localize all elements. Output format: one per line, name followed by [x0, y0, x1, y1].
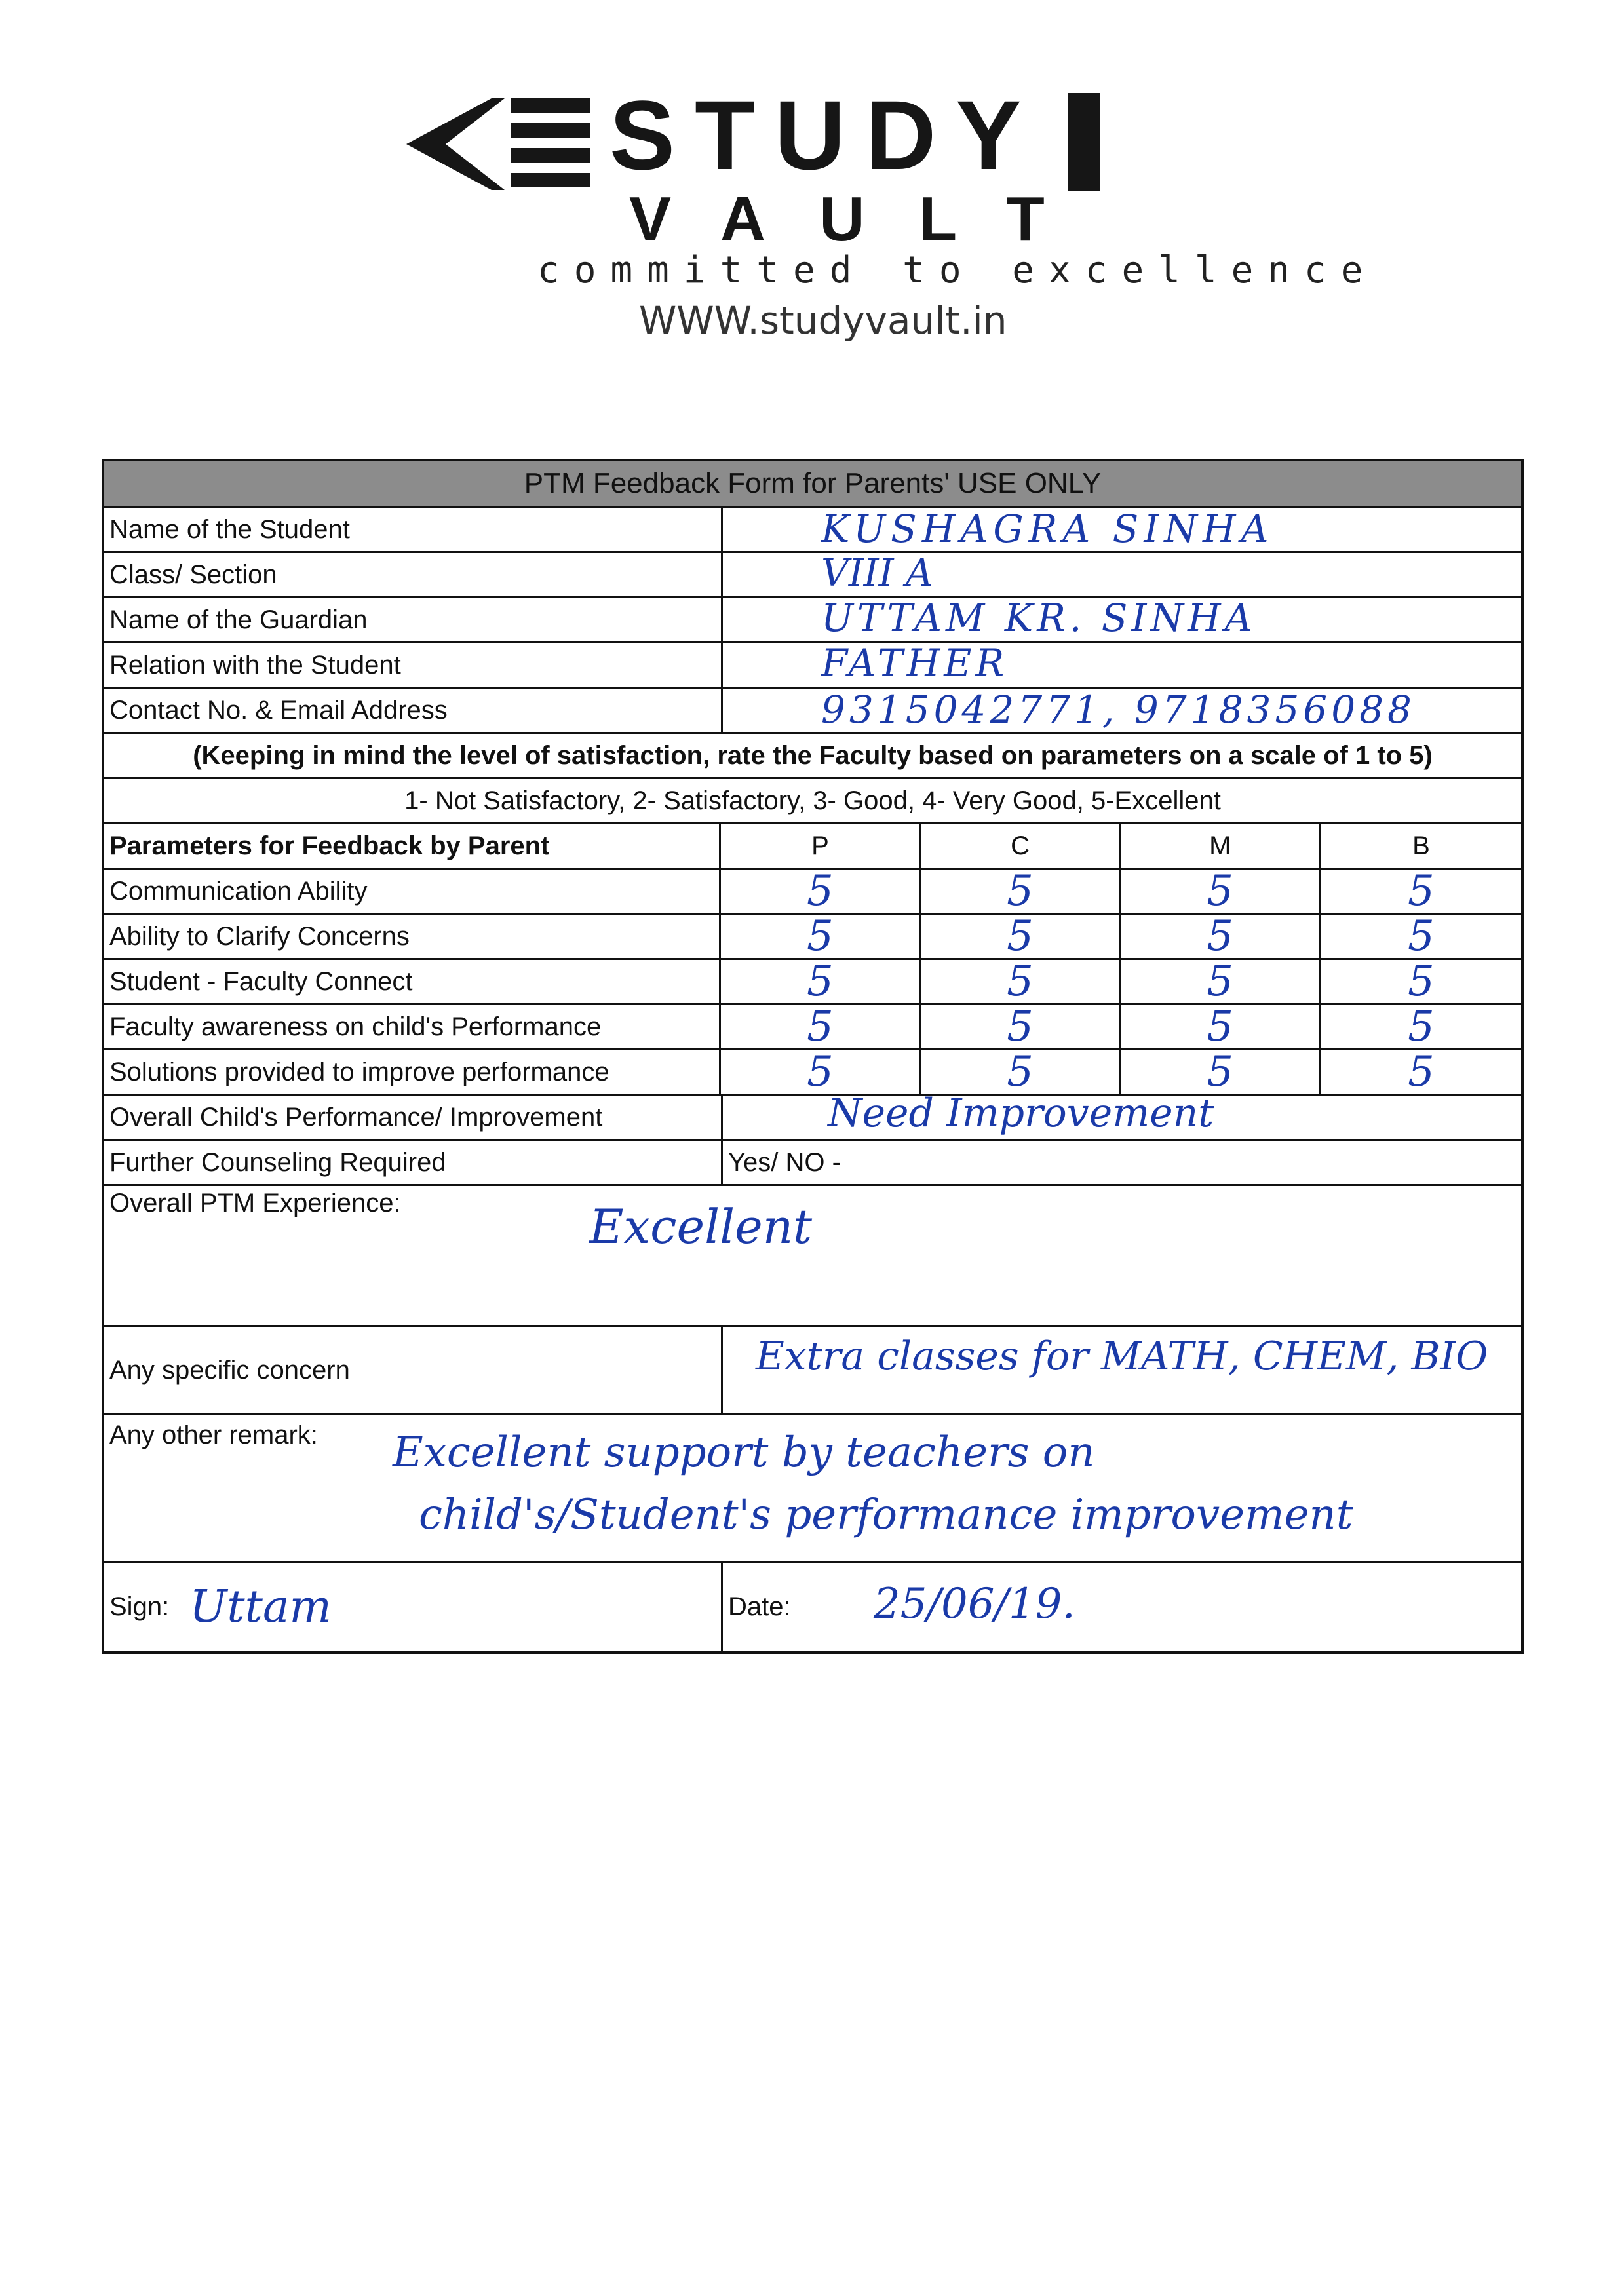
contact-row — [104, 689, 1521, 734]
guardian-name-label: Name of the Guardian — [104, 598, 723, 641]
score-field[interactable] — [1321, 912, 1521, 961]
sign-field[interactable] — [104, 1563, 723, 1651]
scale-row — [104, 779, 1521, 824]
website-url: WWW.studyvault.in — [639, 298, 1007, 343]
score-value: 5 — [807, 1003, 834, 1051]
score-value: 5 — [1007, 912, 1034, 961]
contact-label: Contact No. & Email Address — [104, 689, 723, 732]
score-field[interactable] — [1121, 912, 1321, 961]
form-title: PTM Feedback Form for Parents' USE ONLY — [104, 461, 1521, 508]
specific-concern-label: Any specific concern — [104, 1327, 723, 1413]
overall-performance-field[interactable] — [723, 1090, 1521, 1139]
param-label: Ability to Clarify Concerns — [104, 915, 721, 958]
score-field[interactable] — [1321, 867, 1521, 915]
score-field[interactable] — [721, 957, 921, 1006]
params-header-label: Parameters for Feedback by Parent — [104, 824, 721, 868]
score-field[interactable] — [921, 1003, 1121, 1051]
date-field[interactable] — [723, 1563, 1521, 1651]
other-remark-line2: child's/Student's performance improvement — [419, 1491, 1353, 1539]
relation-label: Relation with the Student — [104, 643, 723, 687]
specific-concern-value: Extra classes for MATH, CHEM, BIO — [756, 1333, 1488, 1379]
class-section-value: VIII A — [821, 550, 933, 595]
logo-brand-subtext: VAULT — [629, 184, 1098, 254]
score-value: 5 — [807, 867, 834, 915]
score-field[interactable] — [1121, 1050, 1321, 1094]
date-value: 25/06/19. — [874, 1580, 1075, 1628]
student-name-value: KUSHAGRA SINHA — [821, 507, 1274, 551]
score-value: 5 — [1207, 912, 1234, 961]
score-field[interactable] — [1321, 1050, 1521, 1094]
score-field[interactable] — [1121, 957, 1321, 1006]
other-remark-field[interactable] — [104, 1415, 1521, 1561]
score-value: 5 — [807, 1048, 834, 1096]
relation-value: FATHER — [821, 641, 1009, 685]
ptm-experience-value: Excellent — [589, 1199, 813, 1254]
score-field[interactable] — [921, 912, 1121, 961]
specific-concern-row — [104, 1327, 1521, 1415]
subject-header-p: P — [721, 824, 921, 868]
score-value: 5 — [1207, 867, 1234, 915]
score-value: 5 — [1408, 867, 1435, 915]
subject-header-m: M — [1121, 824, 1321, 868]
param-row — [104, 1050, 1521, 1096]
other-remark-row — [104, 1415, 1521, 1563]
ptm-experience-field[interactable] — [104, 1186, 1521, 1325]
score-value: 5 — [1408, 912, 1435, 961]
date-label: Date: — [728, 1592, 791, 1621]
other-remark-label: Any other remark: — [109, 1421, 318, 1449]
score-field[interactable] — [1121, 867, 1321, 915]
score-field[interactable] — [721, 912, 921, 961]
student-name-field[interactable] — [723, 508, 1521, 551]
overall-performance-value: Need Improvement — [828, 1090, 1214, 1136]
score-field[interactable] — [921, 1050, 1121, 1094]
score-value: 5 — [1007, 1003, 1034, 1051]
score-value: 5 — [807, 957, 834, 1006]
logo-brand-text: STUDY — [609, 80, 1041, 190]
param-row — [104, 867, 1521, 915]
class-section-field[interactable] — [723, 550, 1521, 596]
specific-concern-field[interactable] — [723, 1327, 1521, 1413]
score-field[interactable] — [921, 867, 1121, 915]
score-field[interactable] — [721, 867, 921, 915]
ptm-experience-label: Overall PTM Experience: — [109, 1189, 401, 1217]
ptm-experience-row — [104, 1186, 1521, 1327]
score-field[interactable] — [1321, 1003, 1521, 1051]
score-value: 5 — [1207, 1048, 1234, 1096]
feedback-form — [102, 459, 1524, 1654]
param-row — [104, 1005, 1521, 1050]
tagline: committed to excellence — [537, 249, 1378, 292]
score-value: 5 — [1007, 1048, 1034, 1096]
class-section-label: Class/ Section — [104, 553, 723, 596]
student-name-row — [104, 508, 1521, 553]
contact-field[interactable] — [723, 689, 1521, 732]
param-row — [104, 912, 1521, 961]
score-value: 5 — [1207, 957, 1234, 1006]
score-field[interactable] — [1321, 957, 1521, 1006]
scale-text: 1- Not Satisfactory, 2- Satisfactory, 3- Good, 4- Very Good, 5-Excellent — [404, 786, 1221, 815]
param-label: Communication Ability — [104, 870, 721, 913]
instruction-row — [104, 734, 1521, 779]
counseling-field[interactable]: Yes/ NO - — [728, 1147, 841, 1177]
score-field[interactable] — [921, 957, 1121, 1006]
param-row — [104, 957, 1521, 1006]
score-value: 5 — [1408, 1003, 1435, 1051]
subject-header-b: B — [1412, 831, 1430, 860]
guardian-name-row — [104, 598, 1521, 643]
instruction-text: (Keeping in mind the level of satisfaction, rate the Faculty based on parameters on a scale of 1 to 5) — [193, 740, 1433, 770]
score-value: 5 — [807, 912, 834, 961]
counseling-row — [104, 1141, 1521, 1186]
sign-date-row — [104, 1563, 1521, 1651]
score-field[interactable] — [721, 1003, 921, 1051]
overall-performance-row — [104, 1090, 1521, 1141]
subject-header-c: C — [921, 824, 1121, 868]
param-label: Faculty awareness on child's Performance — [104, 1005, 721, 1048]
score-value: 5 — [1007, 957, 1034, 1006]
param-label: Student - Faculty Connect — [104, 960, 721, 1003]
score-field[interactable] — [1121, 1003, 1321, 1051]
relation-field[interactable] — [723, 643, 1521, 687]
signature-value: Uttam — [189, 1581, 332, 1633]
score-value: 5 — [1007, 867, 1034, 915]
relation-row — [104, 643, 1521, 689]
score-value: 5 — [1207, 1003, 1234, 1051]
contact-value: 9315042771, 9718356088 — [821, 687, 1416, 732]
sign-label: Sign: — [109, 1592, 170, 1621]
guardian-name-value: UTTAM KR. SINHA — [821, 596, 1256, 640]
counseling-label: Further Counseling Required — [104, 1141, 723, 1184]
param-label: Solutions provided to improve performance — [104, 1050, 721, 1094]
params-header-row — [104, 824, 1521, 870]
student-name-label: Name of the Student — [104, 508, 723, 551]
overall-performance-label: Overall Child's Performance/ Improvement — [104, 1096, 723, 1139]
score-value: 5 — [1408, 1048, 1435, 1096]
other-remark-line1: Excellent support by teachers on — [393, 1428, 1095, 1477]
guardian-name-field[interactable] — [723, 598, 1521, 641]
class-section-row — [104, 550, 1521, 598]
score-field[interactable] — [721, 1050, 921, 1094]
score-value: 5 — [1408, 957, 1435, 1006]
